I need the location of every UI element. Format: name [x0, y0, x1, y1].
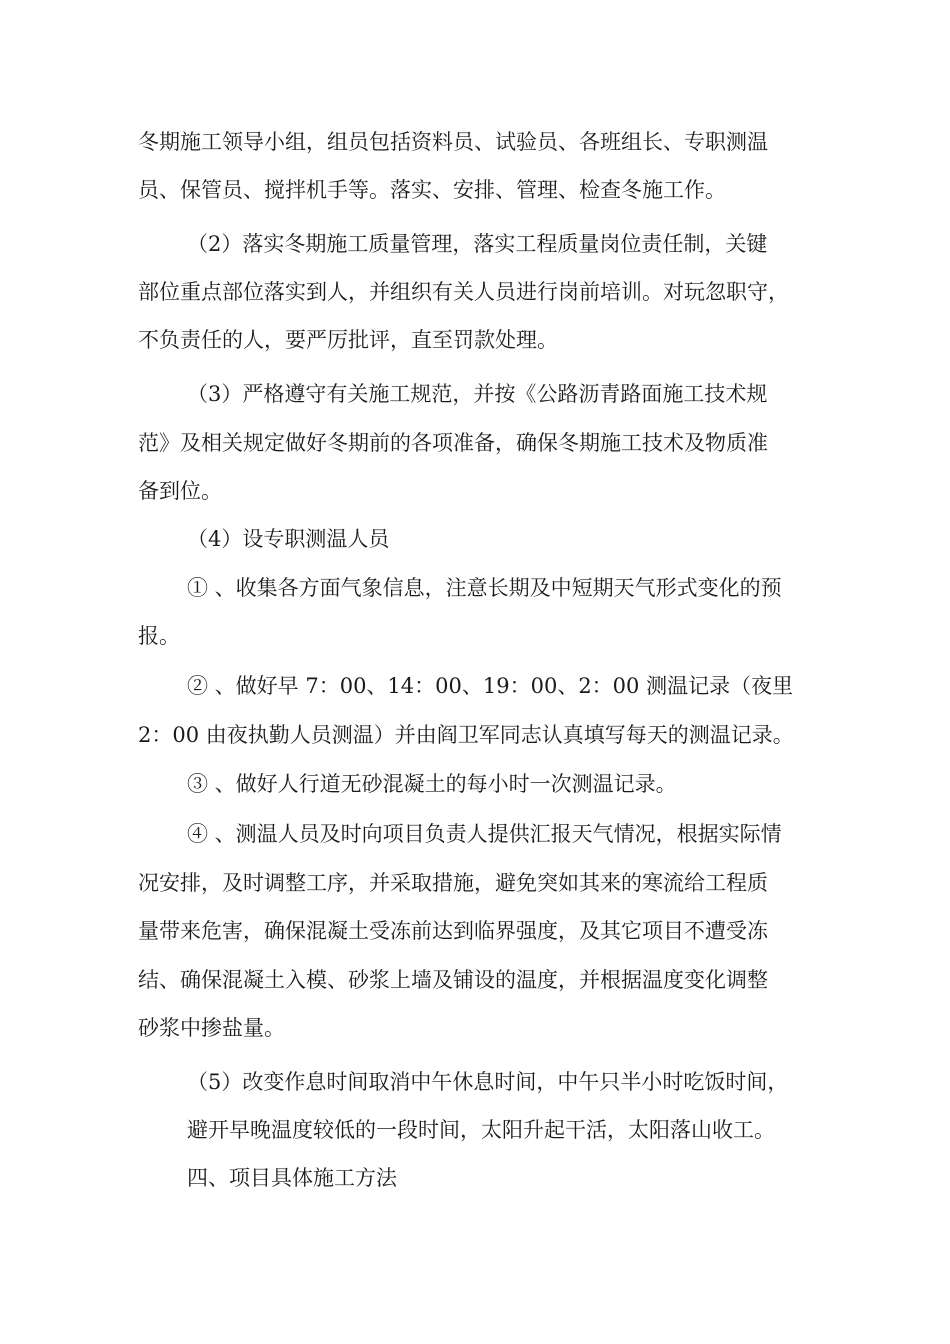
text-line: 砂浆中掺盐量。	[138, 1016, 285, 1040]
text-line: 备到位。	[138, 479, 222, 503]
text-line: （3）严格遵守有关施工规范，并按《公路沥青路面施工技术规	[187, 382, 768, 406]
section-heading: 四、项目具体施工方法	[187, 1166, 397, 1190]
text-line: 结、确保混凝土入模、砂浆上墙及铺设的温度，并根据温度变化调整	[138, 968, 768, 992]
text-line: 冬期施工领导小组，组员包括资料员、试验员、各班组长、专职测温	[138, 130, 768, 154]
text-line: 不负责任的人，要严厉批评，直至罚款处理。	[138, 328, 558, 352]
text-line: （4）设专职测温人员	[187, 527, 390, 551]
text-line: 员、保管员、搅拌机手等。落实、安排、管理、检查冬施工作。	[138, 178, 726, 202]
text-line: ① 、收集各方面气象信息，注意长期及中短期天气形式变化的预	[187, 576, 782, 600]
text-line: 范》及相关规定做好冬期前的各项准备，确保冬期施工技术及物质准	[138, 431, 768, 455]
text-line: 况安排，及时调整工序，并采取措施，避免突如其来的寒流给工程质	[138, 871, 768, 895]
text-line: 量带来危害，确保混凝土受冻前达到临界强度，及其它项目不遭受冻	[138, 919, 768, 943]
text-line: 报。	[138, 624, 180, 648]
text-line: ③ 、做好人行道无砂混凝土的每小时一次测温记录。	[187, 772, 677, 796]
text-line: 部位重点部位落实到人，并组织有关人员进行岗前培训。对玩忽职守，	[138, 280, 789, 304]
text-line: ② 、做好早 7：00、14：00、19：00、2：00 测温记录（夜里	[187, 674, 794, 698]
text-line: （5）改变作息时间取消中午休息时间，中午只半小时吃饭时间，	[187, 1070, 789, 1094]
text-line: （2）落实冬期施工质量管理，落实工程质量岗位责任制，关键	[187, 232, 768, 256]
text-line: ④ 、测温人员及时向项目负责人提供汇报天气情况，根据实际情	[187, 822, 782, 846]
text-line: 避开早晚温度较低的一段时间，太阳升起干活，太阳落山收工。	[187, 1118, 775, 1142]
text-line: 2：00 由夜执勤人员测温）并由阎卫军同志认真填写每天的测温记录。	[138, 723, 794, 747]
